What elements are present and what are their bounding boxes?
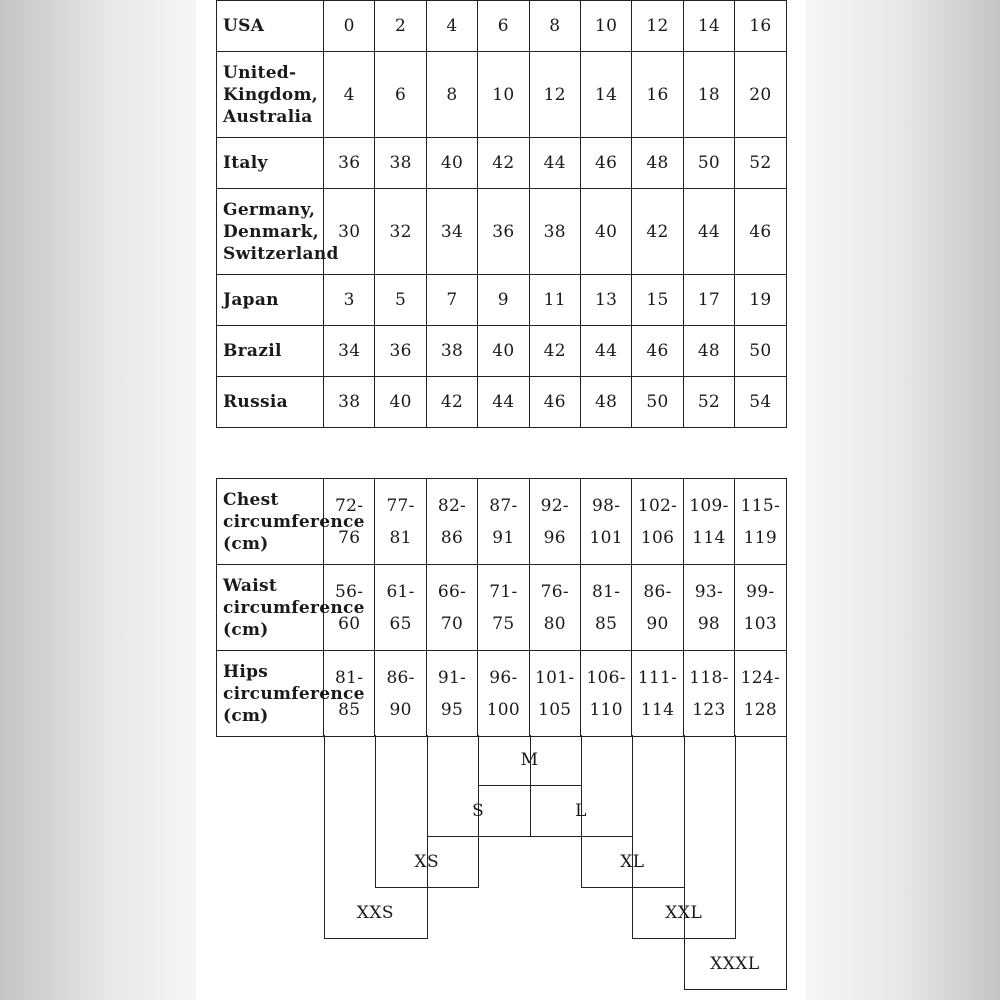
size-value: 52	[683, 377, 734, 428]
size-value: 50	[632, 377, 683, 428]
size-value: 46	[632, 326, 683, 377]
size-value: 52	[735, 138, 786, 189]
size-value: 40	[375, 377, 426, 428]
size-value: 34	[324, 326, 375, 377]
size-value: 48	[632, 138, 683, 189]
measurement-range: 66- 70	[426, 565, 477, 651]
measurement-range: 91- 95	[426, 651, 477, 737]
size-value: 34	[426, 189, 477, 275]
size-value: 42	[478, 138, 529, 189]
size-value: 6	[375, 52, 426, 138]
size-value: 50	[735, 326, 786, 377]
size-value: 40	[580, 189, 631, 275]
size-value: 42	[426, 377, 477, 428]
size-label-m: M	[520, 750, 539, 770]
measurement-range: 77- 81	[375, 479, 426, 565]
size-value: 40	[426, 138, 477, 189]
country-label: Japan	[217, 275, 324, 326]
size-value: 32	[375, 189, 426, 275]
size-value: 4	[324, 52, 375, 138]
size-value: 14	[683, 1, 734, 52]
size-value: 30	[324, 189, 375, 275]
country-label: USA	[217, 1, 324, 52]
size-value: 44	[580, 326, 631, 377]
size-value: 18	[683, 52, 734, 138]
measurement-label: Chest circumference (cm)	[217, 479, 324, 565]
measurement-range: 86- 90	[632, 565, 683, 651]
size-value: 38	[529, 189, 580, 275]
measurement-label: Hips circumference (cm)	[217, 651, 324, 737]
size-value: 7	[426, 275, 477, 326]
size-value: 38	[324, 377, 375, 428]
size-label-xs: XS	[414, 852, 440, 872]
size-label-s: S	[472, 801, 485, 821]
measurement-range: 61- 65	[375, 565, 426, 651]
measurement-range: 118- 123	[683, 651, 734, 737]
size-value: 46	[580, 138, 631, 189]
size-value: 12	[632, 1, 683, 52]
measurement-range: 115- 119	[735, 479, 786, 565]
size-value: 48	[683, 326, 734, 377]
size-value: 2	[375, 1, 426, 52]
measurement-range: 99- 103	[735, 565, 786, 651]
size-value: 3	[324, 275, 375, 326]
size-label-xxs: XXS	[356, 903, 395, 923]
size-value: 36	[478, 189, 529, 275]
size-label-xl: XL	[620, 852, 645, 872]
size-value: 4	[426, 1, 477, 52]
measurement-range: 87- 91	[478, 479, 529, 565]
size-value: 42	[529, 326, 580, 377]
measurement-range: 81- 85	[324, 651, 375, 737]
size-value: 16	[632, 52, 683, 138]
measurement-range: 92- 96	[529, 479, 580, 565]
size-value: 14	[580, 52, 631, 138]
size-value: 38	[426, 326, 477, 377]
measurement-range: 106- 110	[580, 651, 631, 737]
size-value: 36	[375, 326, 426, 377]
measurement-range: 81- 85	[580, 565, 631, 651]
measurement-range: 76- 80	[529, 565, 580, 651]
size-value: 5	[375, 275, 426, 326]
size-value: 8	[529, 1, 580, 52]
size-value: 8	[426, 52, 477, 138]
measurement-range: 56- 60	[324, 565, 375, 651]
size-value: 11	[529, 275, 580, 326]
size-value: 17	[683, 275, 734, 326]
size-value: 44	[683, 189, 734, 275]
size-value: 16	[735, 1, 786, 52]
country-label: United- Kingdom, Australia	[217, 52, 324, 138]
measurement-range: 102- 106	[632, 479, 683, 565]
size-bracket-xxxl	[684, 735, 787, 990]
country-label: Italy	[217, 138, 324, 189]
size-value: 46	[735, 189, 786, 275]
measurement-range: 72- 76	[324, 479, 375, 565]
size-value: 42	[632, 189, 683, 275]
size-value: 46	[529, 377, 580, 428]
size-value: 9	[478, 275, 529, 326]
measurement-range: 82- 86	[426, 479, 477, 565]
measurement-range: 109- 114	[683, 479, 734, 565]
measurement-range: 98- 101	[580, 479, 631, 565]
country-label: Russia	[217, 377, 324, 428]
size-label-l: L	[575, 801, 587, 821]
country-label: Brazil	[217, 326, 324, 377]
size-value: 54	[735, 377, 786, 428]
measurement-range: 86- 90	[375, 651, 426, 737]
size-value: 6	[478, 1, 529, 52]
size-value: 44	[478, 377, 529, 428]
measurement-range: 71- 75	[478, 565, 529, 651]
size-value: 36	[324, 138, 375, 189]
size-value: 19	[735, 275, 786, 326]
size-value: 50	[683, 138, 734, 189]
size-value: 20	[735, 52, 786, 138]
measurement-range: 96- 100	[478, 651, 529, 737]
size-value: 48	[580, 377, 631, 428]
size-value: 10	[478, 52, 529, 138]
country-label: Germany, Denmark, Switzerland	[217, 189, 324, 275]
size-value: 44	[529, 138, 580, 189]
size-label-xxxl: XXXL	[710, 954, 760, 974]
size-value: 40	[478, 326, 529, 377]
size-value: 0	[324, 1, 375, 52]
size-value: 12	[529, 52, 580, 138]
measurement-range: 111- 114	[632, 651, 683, 737]
measurement-range: 124- 128	[735, 651, 786, 737]
size-value: 13	[580, 275, 631, 326]
size-label-xxl: XXL	[665, 903, 703, 923]
measurement-label: Waist circumference (cm)	[217, 565, 324, 651]
size-value: 38	[375, 138, 426, 189]
measurement-range: 101- 105	[529, 651, 580, 737]
size-value: 15	[632, 275, 683, 326]
measurement-range: 93- 98	[683, 565, 734, 651]
size-value: 10	[580, 1, 631, 52]
